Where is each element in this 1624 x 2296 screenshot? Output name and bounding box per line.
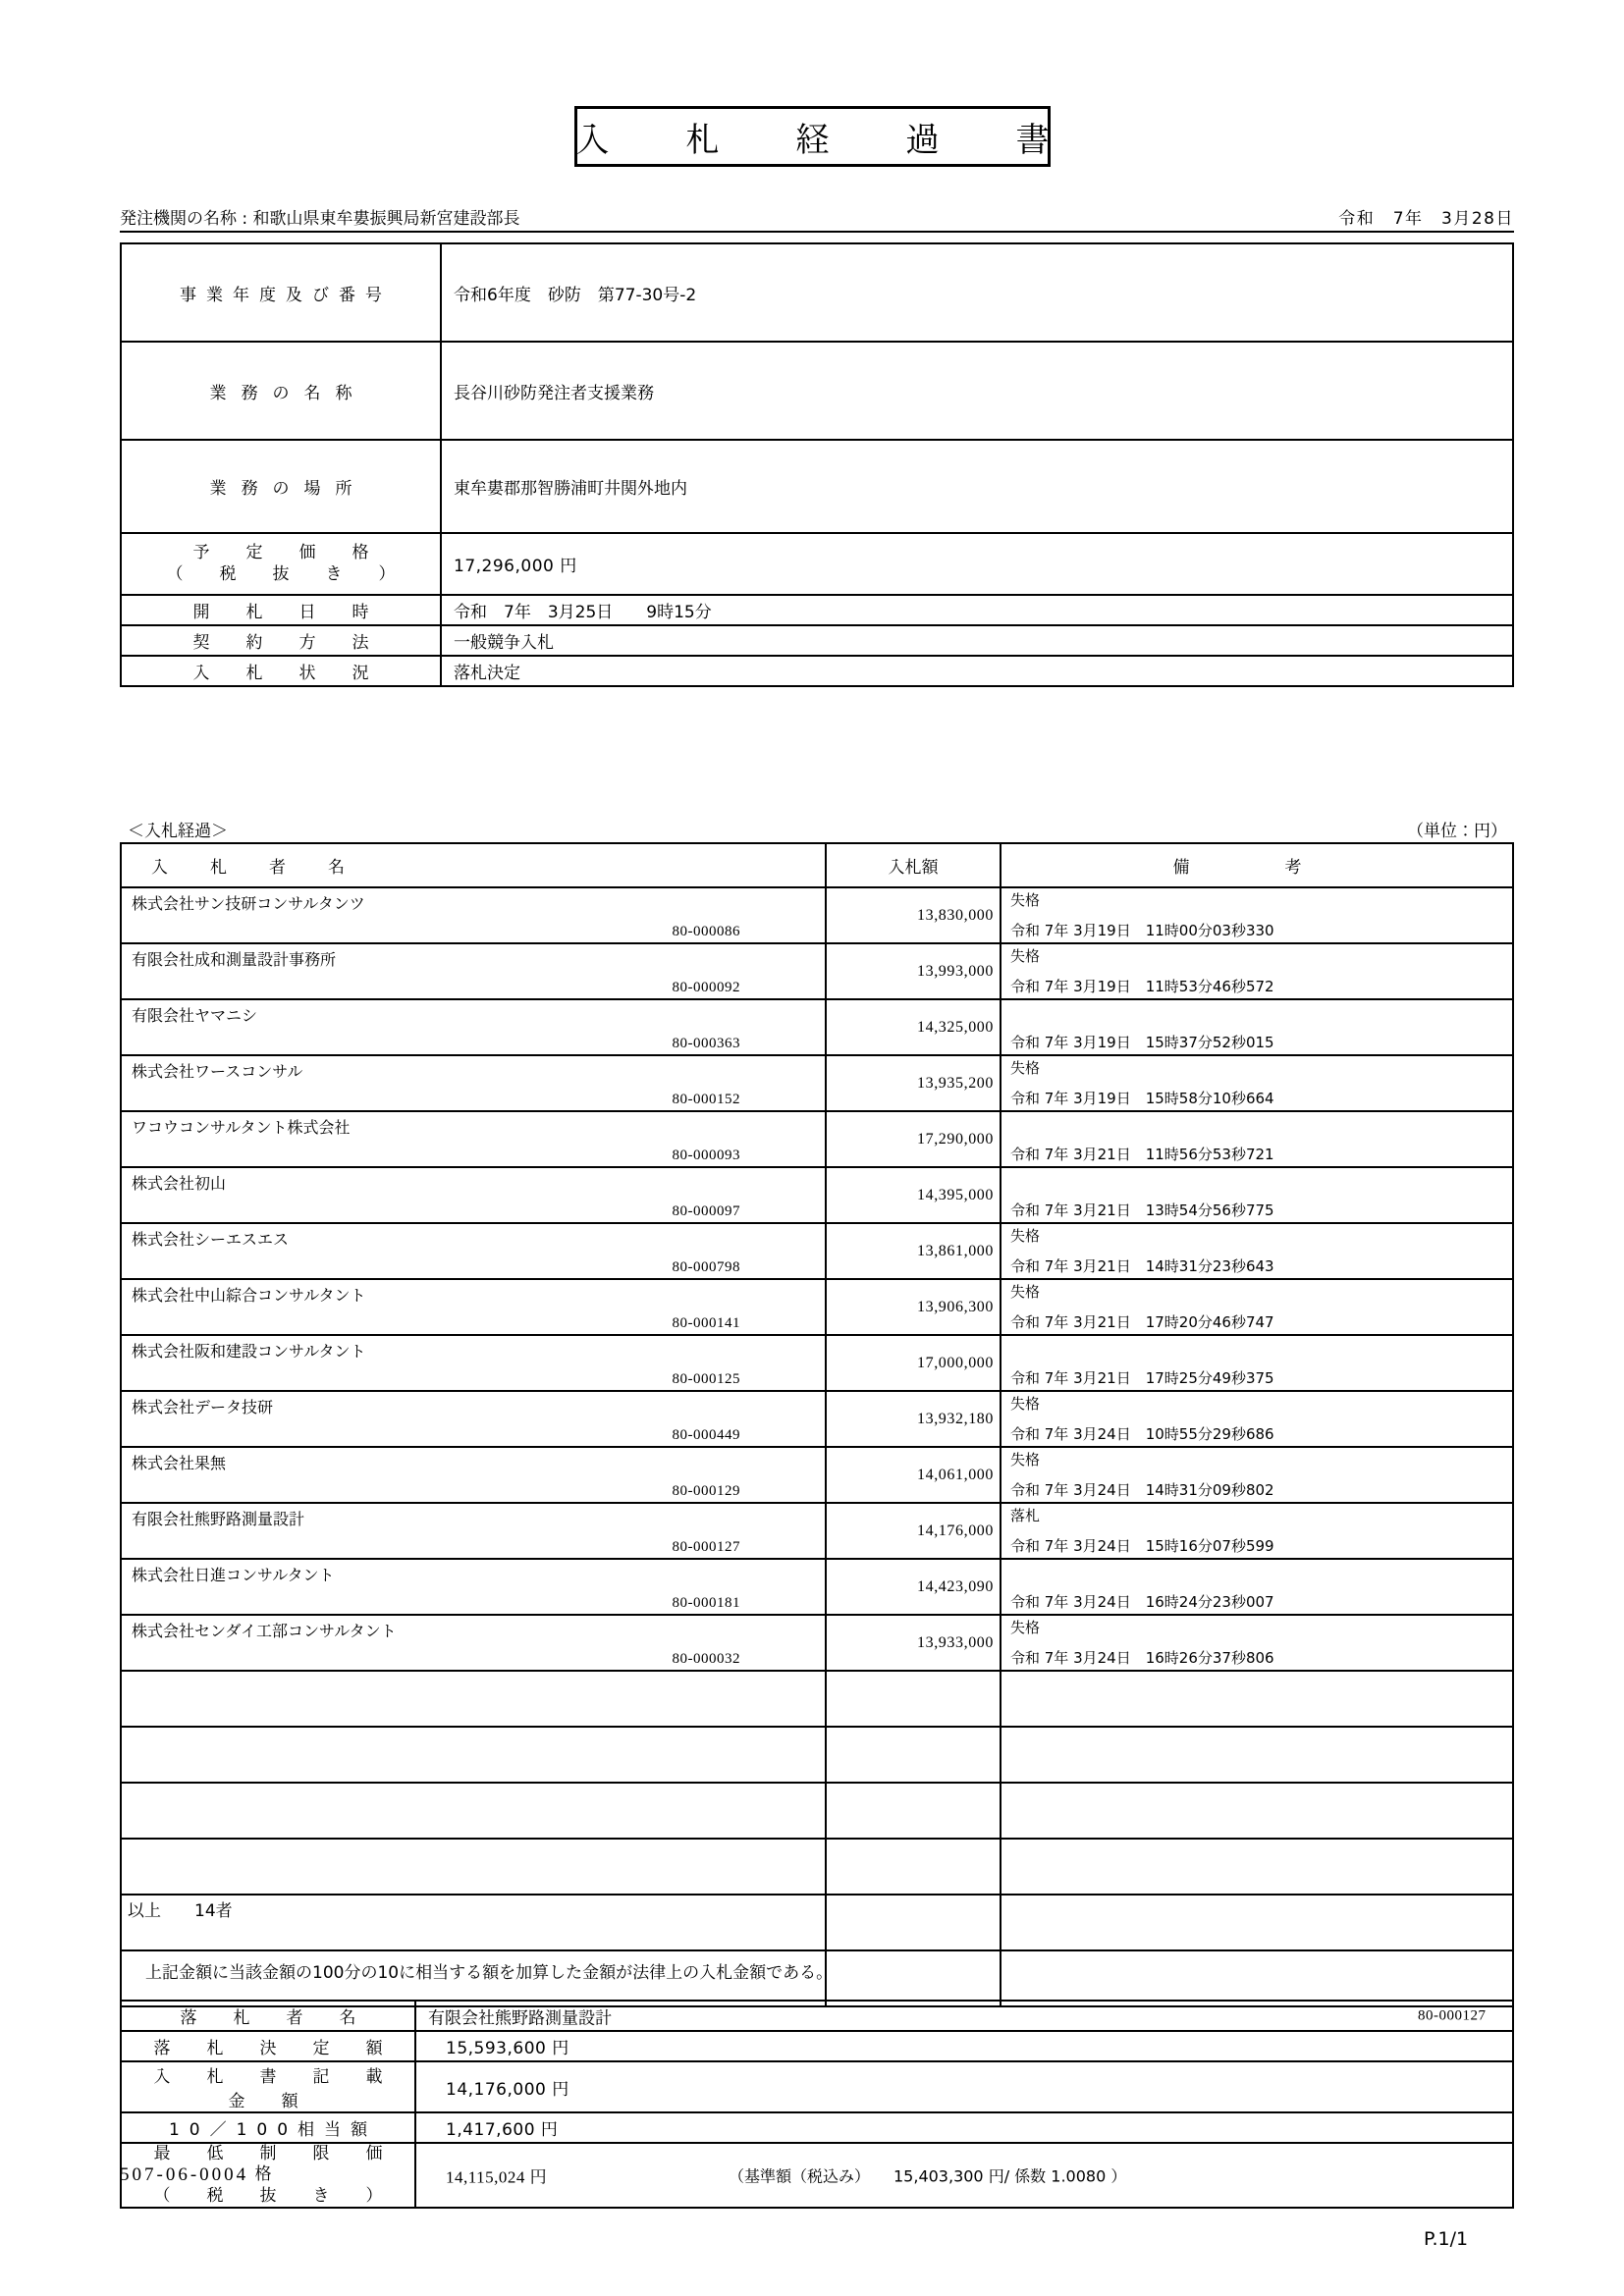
bid-col-header-note: 備 考 <box>1001 843 1513 887</box>
bidder-registration-number: 80-000363 <box>672 1036 740 1051</box>
bidder-name: 株式会社データ技研 <box>132 1398 274 1416</box>
bid-cell-bidder <box>121 1391 826 1447</box>
legal-note: 上記金額に当該金額の100分の10に相当する額を加算した金額が法律上の入札金額である。 <box>145 1963 834 1983</box>
bidder-name: 株式会社日進コンサルタント <box>132 1566 335 1584</box>
result-row-award-amount <box>121 2031 1513 2061</box>
result-label-winner: 落 札 者 名 <box>121 2001 415 2031</box>
document-header <box>120 204 1514 233</box>
bid-cell-note <box>1001 1950 1513 2006</box>
bid-cell-bidder <box>121 1167 826 1223</box>
status-badge: 失格 <box>1010 891 1041 909</box>
bid-cell-note <box>1001 1615 1513 1671</box>
bid-cell-bidder <box>121 1223 826 1279</box>
status-badge: 失格 <box>1010 947 1041 965</box>
bid-history-table <box>120 842 1514 2007</box>
bid-cell-amount <box>826 1783 1001 1839</box>
bid-cell-amount: 13,906,300 <box>826 1279 1001 1335</box>
bidder-registration-number: 80-000127 <box>672 1539 740 1555</box>
bid-cell-note <box>1001 1055 1513 1111</box>
winner-registration-number: 80-000127 <box>1418 2007 1487 2023</box>
info-value-work-location: 東牟婁郡那智勝浦町井関外地内 <box>441 440 1513 533</box>
bidder-registration-number: 80-000093 <box>672 1148 740 1163</box>
bid-cell-amount: 14,176,000 <box>826 1503 1001 1559</box>
page-title: 入 札 経 過 書 <box>575 120 1071 160</box>
table-row <box>121 1671 1513 1727</box>
bid-history-caption: ＜入札経過＞ <box>128 822 228 841</box>
bid-cell-amount: 17,290,000 <box>826 1111 1001 1167</box>
document-title-box <box>574 106 1071 167</box>
result-label-minimum-price: 最 低 制 限 価 格 （ 税 抜 き ） <box>121 2143 415 2208</box>
result-row-winner <box>121 2001 1513 2031</box>
bid-cell-amount: 13,861,000 <box>826 1223 1001 1279</box>
info-label-contract-method: 契 約 方 法 <box>121 625 441 656</box>
table-row <box>121 1167 1513 1223</box>
table-row <box>121 999 1513 1055</box>
bid-cell-amount: 17,000,000 <box>826 1335 1001 1391</box>
table-row <box>121 1055 1513 1111</box>
status-badge: 失格 <box>1010 1619 1041 1636</box>
bidder-name: 株式会社センダイ工部コンサルタント <box>132 1622 397 1640</box>
info-row-estimated-price <box>121 533 1513 595</box>
result-row-minimum-price <box>121 2143 1513 2208</box>
status-badge: 失格 <box>1010 1395 1041 1413</box>
bid-cell-note <box>1001 1895 1513 1950</box>
info-label-work-name: 業務の名称 <box>121 342 441 440</box>
bid-timestamp: 令和 7年 3月19日 15時58分10秒664 <box>1010 1090 1274 1107</box>
bid-cell-bidder <box>121 943 826 999</box>
page-number: P.1/1 <box>1424 2228 1469 2250</box>
bid-timestamp: 令和 7年 3月24日 16時24分23秒007 <box>1010 1593 1274 1611</box>
table-row <box>121 1503 1513 1559</box>
bidder-registration-number: 80-000086 <box>672 924 740 939</box>
bid-currency-unit: （単位：円） <box>1407 822 1507 841</box>
info-row-work-name <box>121 342 1513 440</box>
info-row-fiscal-year <box>121 243 1513 342</box>
issue-date: 令和 7年 3月28日 <box>1338 209 1514 229</box>
bid-cell-bidder <box>121 1783 826 1839</box>
bidder-name: 株式会社ワースコンサル <box>132 1062 303 1081</box>
bid-cell-bidder <box>121 1615 826 1671</box>
minimum-price-basis: （基準額（税込み） 15,403,300 円/ 係数 1.0080 ） <box>729 2166 1127 2186</box>
info-value-fiscal-year: 令和6年度 砂防 第77-30号-2 <box>441 243 1513 342</box>
info-row-bid-status <box>121 656 1513 686</box>
bid-cell-bidder <box>121 1727 826 1783</box>
table-row <box>121 1279 1513 1335</box>
bid-cell-note <box>1001 1783 1513 1839</box>
bid-cell-amount: 13,830,000 <box>826 887 1001 943</box>
status-badge: 失格 <box>1010 1451 1041 1468</box>
info-row-contract-method <box>121 625 1513 656</box>
bid-col-header-amount: 入札額 <box>826 843 1001 887</box>
bid-cell-note <box>1001 1503 1513 1559</box>
bid-cell-note <box>1001 943 1513 999</box>
document-code: 507-06-0004 <box>120 2164 249 2185</box>
info-value-contract-method: 一般競争入札 <box>441 625 1513 656</box>
bid-cell-amount: 13,933,000 <box>826 1615 1001 1671</box>
bid-cell-note <box>1001 1839 1513 1895</box>
info-value-work-name: 長谷川砂防発注者支援業務 <box>441 342 1513 440</box>
result-value-award-amount: 15,593,600 円 <box>415 2031 1513 2061</box>
bid-cell-note <box>1001 1447 1513 1503</box>
bid-timestamp: 令和 7年 3月19日 11時00分03秒330 <box>1010 922 1274 939</box>
bid-cell-bidder <box>121 1055 826 1111</box>
info-value-opening-datetime: 令和 7年 3月25日 9時15分 <box>441 595 1513 625</box>
bid-cell-note <box>1001 1223 1513 1279</box>
info-row-work-location <box>121 440 1513 533</box>
bid-cell-bidder <box>121 1671 826 1727</box>
bid-cell-amount <box>826 1727 1001 1783</box>
status-badge: 失格 <box>1010 1227 1041 1245</box>
table-row <box>121 1335 1513 1391</box>
bidder-registration-number: 80-000181 <box>672 1595 740 1611</box>
table-row <box>121 887 1513 943</box>
bid-cell-bidder <box>121 999 826 1055</box>
bid-timestamp: 令和 7年 3月21日 14時31分23秒643 <box>1010 1257 1274 1275</box>
bid-timestamp: 令和 7年 3月21日 13時54分56秒775 <box>1010 1201 1274 1219</box>
bid-cell-bidder <box>121 887 826 943</box>
bid-cell-note <box>1001 1279 1513 1335</box>
bid-timestamp: 令和 7年 3月19日 15時37分52秒015 <box>1010 1034 1274 1051</box>
bid-cell-note <box>1001 1559 1513 1615</box>
bidder-registration-number: 80-000097 <box>672 1203 740 1219</box>
bid-timestamp: 令和 7年 3月19日 11時53分46秒572 <box>1010 978 1274 995</box>
bid-cell-amount: 14,061,000 <box>826 1447 1001 1503</box>
bidder-name: 有限会社ヤマニシ <box>132 1006 258 1025</box>
bid-cell-bidder <box>121 1559 826 1615</box>
bidder-name: 有限会社成和測量設計事務所 <box>132 950 337 969</box>
bid-cell-amount: 13,932,180 <box>826 1391 1001 1447</box>
bidder-name: 株式会社中山綜合コンサルタント <box>132 1286 366 1305</box>
bidder-name: 株式会社阪和建設コンサルタント <box>132 1342 366 1361</box>
bid-cell-note <box>1001 1111 1513 1167</box>
status-badge: 失格 <box>1010 1283 1041 1301</box>
table-row <box>121 1111 1513 1167</box>
result-value-winner <box>415 2001 1513 2031</box>
bid-cell-note <box>1001 1167 1513 1223</box>
info-value-estimated-price: 17,296,000 円 <box>441 533 1513 595</box>
table-row <box>121 1783 1513 1839</box>
result-value-written-amount: 14,176,000 円 <box>415 2061 1513 2112</box>
result-label-written-amount: 入 札 書 記 載 金 額 <box>121 2061 415 2112</box>
bid-cell-amount <box>826 1671 1001 1727</box>
result-label-ten-percent: 10／100相当額 <box>121 2112 415 2143</box>
bidder-name: 株式会社シーエスエス <box>132 1230 290 1249</box>
info-label-fiscal-year: 事業年度及び番号 <box>121 243 441 342</box>
info-label-work-location: 業務の場所 <box>121 440 441 533</box>
bid-cell-amount <box>826 1950 1001 2006</box>
bidder-registration-number: 80-000129 <box>672 1483 740 1499</box>
table-row <box>121 943 1513 999</box>
bid-timestamp: 令和 7年 3月21日 17時20分46秒747 <box>1010 1313 1274 1331</box>
table-row <box>121 1839 1513 1895</box>
status-badge: 失格 <box>1010 1059 1041 1077</box>
result-row-ten-percent <box>121 2112 1513 2143</box>
bidder-registration-number: 80-000449 <box>672 1427 740 1443</box>
bid-cell-bidder <box>121 1447 826 1503</box>
info-row-opening-datetime <box>121 595 1513 625</box>
bid-cell-bidder <box>121 1503 826 1559</box>
bidder-registration-number: 80-000092 <box>672 980 740 995</box>
bid-table-header-row <box>121 843 1513 887</box>
bid-cell-amount <box>826 1895 1001 1950</box>
bid-timestamp: 令和 7年 3月24日 15時16分07秒599 <box>1010 1537 1274 1555</box>
bid-cell-note <box>1001 1671 1513 1727</box>
table-row <box>121 1559 1513 1615</box>
bidder-count-total: 以上 14者 <box>128 1901 233 1921</box>
bid-cell-amount: 14,423,090 <box>826 1559 1001 1615</box>
bid-cell-bidder <box>121 1111 826 1167</box>
bid-timestamp: 令和 7年 3月21日 17時25分49秒375 <box>1010 1369 1274 1387</box>
bid-cell-amount: 13,993,000 <box>826 943 1001 999</box>
result-value-minimum-price <box>415 2143 1513 2208</box>
project-info-table <box>120 242 1514 687</box>
award-result-table <box>120 2000 1514 2209</box>
result-label-award-amount: 落 札 決 定 額 <box>121 2031 415 2061</box>
table-row <box>121 1223 1513 1279</box>
bid-cell-amount: 13,935,200 <box>826 1055 1001 1111</box>
result-row-written-amount <box>121 2061 1513 2112</box>
bid-cell-bidder <box>121 1839 826 1895</box>
table-row <box>121 1447 1513 1503</box>
winner-name: 有限会社熊野路測量設計 <box>428 2008 612 2028</box>
bidder-name: 株式会社サン技研コンサルタンツ <box>132 894 365 913</box>
bid-cell-amount: 14,395,000 <box>826 1167 1001 1223</box>
table-row <box>121 1391 1513 1447</box>
bidder-name: 株式会社果無 <box>132 1454 227 1472</box>
bid-timestamp: 令和 7年 3月24日 14時31分09秒802 <box>1010 1481 1274 1499</box>
bid-cell-note <box>1001 887 1513 943</box>
bid-cell-amount <box>826 1839 1001 1895</box>
table-row <box>121 1895 1513 1950</box>
table-row <box>121 1727 1513 1783</box>
table-row <box>121 1615 1513 1671</box>
bidder-name: ワコウコンサルタント株式会社 <box>132 1118 351 1137</box>
info-value-bid-status: 落札決定 <box>441 656 1513 686</box>
bid-cell-bidder <box>121 1279 826 1335</box>
bid-timestamp: 令和 7年 3月24日 10時55分29秒686 <box>1010 1425 1274 1443</box>
bid-cell-note <box>1001 1335 1513 1391</box>
bid-timestamp: 令和 7年 3月24日 16時26分37秒806 <box>1010 1649 1274 1667</box>
info-label-bid-status: 入 札 状 況 <box>121 656 441 686</box>
result-value-ten-percent: 1,417,600 円 <box>415 2112 1513 2143</box>
status-badge: 落札 <box>1010 1507 1041 1524</box>
bidder-name: 有限会社熊野路測量設計 <box>132 1510 305 1528</box>
bidder-registration-number: 80-000125 <box>672 1371 740 1387</box>
bid-cell-amount: 14,325,000 <box>826 999 1001 1055</box>
bidder-registration-number: 80-000798 <box>672 1259 740 1275</box>
bid-cell-note <box>1001 999 1513 1055</box>
info-label-estimated-price: 予 定 価 格 （ 税 抜 き ） <box>121 533 441 595</box>
bidder-registration-number: 80-000152 <box>672 1092 740 1107</box>
bid-cell-note <box>1001 1727 1513 1783</box>
bid-col-header-bidder: 入 札 者 名 <box>121 843 826 887</box>
bid-cell-note <box>1001 1391 1513 1447</box>
issuing-agency-label: 発注機関の名称 : 和歌山県東牟婁振興局新宮建設部長 <box>120 209 520 229</box>
bidder-name: 株式会社初山 <box>132 1174 227 1193</box>
bidder-registration-number: 80-000032 <box>672 1651 740 1667</box>
bidder-registration-number: 80-000141 <box>672 1315 740 1331</box>
minimum-price-value: 14,115,024 円 <box>446 2167 548 2187</box>
info-label-opening-datetime: 開 札 日 時 <box>121 595 441 625</box>
bid-timestamp: 令和 7年 3月21日 11時56分53秒721 <box>1010 1146 1274 1163</box>
bid-cell-bidder <box>121 1335 826 1391</box>
